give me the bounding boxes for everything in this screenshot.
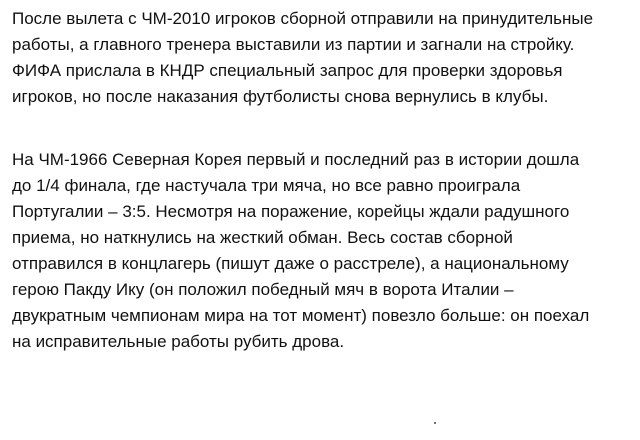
text-line: работы, а главного тренера выставили из партии и загнали на стройку. [12, 35, 575, 54]
paragraph-world-cup-1966 [12, 147, 636, 355]
text-line: до 1/4 финала, где настучала три мяча, но все равно проиграла [12, 176, 521, 195]
text-line: на исправительные работы рубить дрова. [12, 332, 345, 351]
text-line: После вылета с ЧМ-2010 игроков сборной отправили на принудительные [12, 9, 594, 28]
text-line: Португалии – 3:5. Несмотря на поражение, корейцы ждали радушного [12, 202, 570, 221]
text-line: отправился в концлагерь (пишут даже о расстреле), а национальному [12, 254, 569, 273]
text-line: герою Пакду Ику (он положил победный мяч в ворота Италии – [12, 280, 514, 299]
text-line: игроков, но после наказания футболисты снова вернулись в клубы. [12, 87, 549, 106]
text-line: ФИФА прислала в КНДР специальный запрос для проверки здоровья [12, 61, 563, 80]
paragraph-world-cup-2010 [12, 6, 636, 110]
text-line: На ЧМ-1966 Северная Корея первый и последний раз в истории дошла [12, 150, 580, 169]
text-line: приема, но наткнулись на жесткий обман. Весь состав сборной [12, 228, 513, 247]
text-line: двукратным чемпионам мира на тот момент) повезло больше: он поехал [12, 306, 590, 325]
stray-dot-mark [434, 422, 436, 424]
